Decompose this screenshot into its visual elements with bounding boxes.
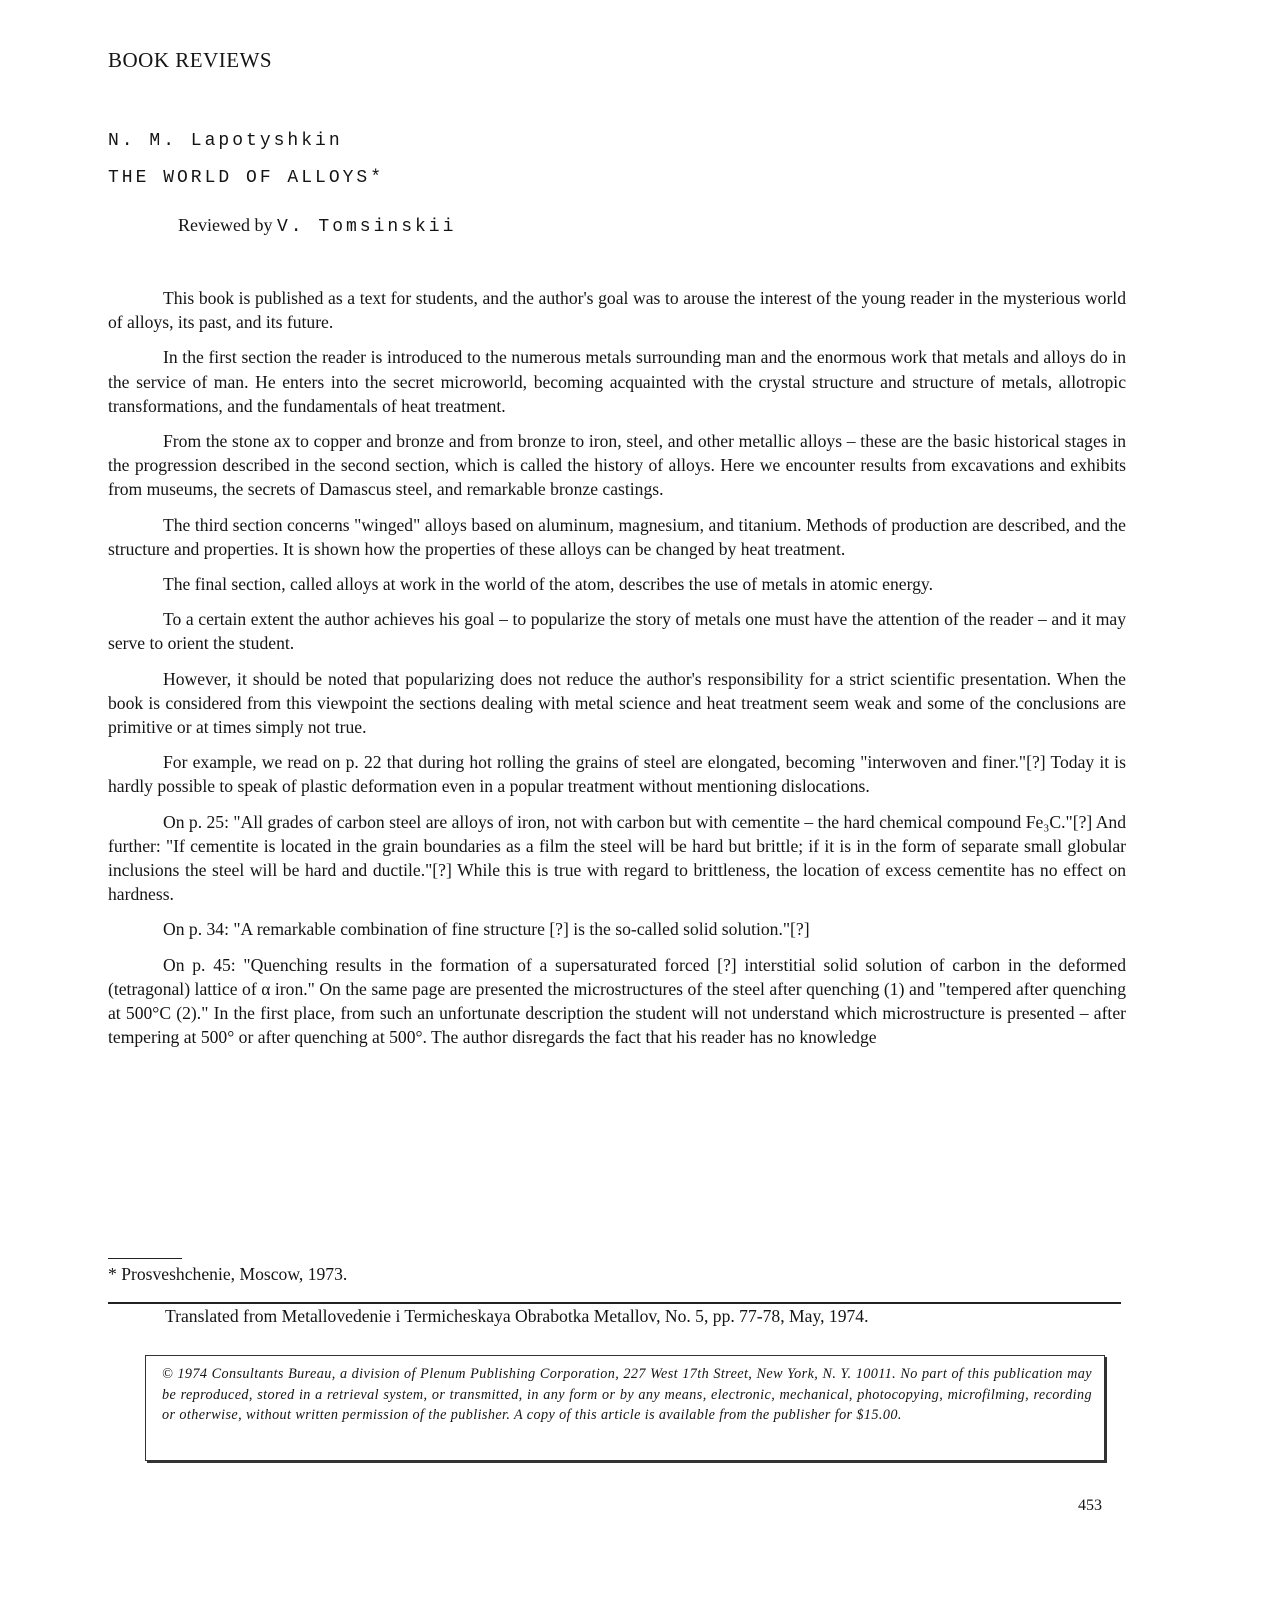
- book-title: THE WORLD OF ALLOYS*: [108, 168, 385, 188]
- footnote: * Prosveshchenie, Moscow, 1973.: [108, 1264, 348, 1284]
- reviewer-name: V. Tomsinskii: [276, 217, 457, 237]
- review-body: [108, 286, 1126, 1060]
- translation-note: Translated from Metallovedenie i Termicheskaya Obrabotka Metallov, No. 5, pp. 77-78, May, 1974.: [165, 1306, 869, 1326]
- paragraph: This book is published as a text for students, and the author's goal was to arouse the interest of the young reader in the mysterious world of alloys, its past, and its future.: [108, 288, 1126, 333]
- paragraph: On p. 45: "Quenching results in the formation of a supersaturated forced [?] interstitial solid solution of carbon in the deformed (tetragonal) lattice of α iron." On the same page are presented the microstructures of the steel after quenching (1) and "tempered after quenching at 500°C (2)." In the first place, from such an unfortunate description the student will not understand which microstructure is presented – after tempering at 500° or after quenching at 500°. The author disregards the fact that his reader has no knowledge: [108, 954, 1126, 1048]
- footnote-divider: [108, 1258, 182, 1259]
- paragraph: To a certain extent the author achieves his goal – to popularize the story of metals one must have the attention of the reader – and it may serve to orient the student.: [108, 609, 1126, 654]
- paragraph: The final section, called alloys at work in the world of the atom, describes the use of metals in atomic energy.: [163, 574, 933, 595]
- paragraph: From the stone ax to copper and bronze and from bronze to iron, steel, and other metallic alloys – these are the basic historical stages in the progression described in the second section, which is called the history of alloys. Here we encounter results from excavations and exhibits from museums, the secrets of Damascus steel, and remarkable bronze castings.: [108, 431, 1126, 500]
- paragraph: For example, we read on p. 22 that during hot rolling the grains of steel are elongated, becoming "interwoven and finer."[?] Today it is hardly possible to speak of plastic deformation even in a popular treatment without mentioning dislocations.: [108, 752, 1126, 797]
- reviewed-by-label: Reviewed by: [178, 215, 273, 235]
- paragraph: The third section concerns "winged" alloys based on aluminum, magnesium, and titanium. Methods of production are described, and the structure and properties. It is shown how the properties of these alloys can be changed by heat treatment.: [108, 514, 1126, 559]
- book-author: N. M. Lapotyshkin: [108, 131, 343, 151]
- section-title: BOOK REVIEWS: [108, 48, 273, 72]
- paragraph: In the first section the reader is introduced to the numerous metals surrounding man and the enormous work that metals and alloys do in the service of man. He enters into the secret microworld, becoming acquainted with the crystal structure and structure of metals, allotropic transformations, and the fundamentals of heat treatment.: [108, 347, 1126, 416]
- copyright-notice: © 1974 Consultants Bureau, a division of Plenum Publishing Corporation, 227 West 17th Street, New York, N. Y. 10011. No part of this publication may be reproduced, stored in a retrieval system, or transmitted, in any form or by any means, electronic, mechanical, photocopying, microfilming, recording or otherwise, without written permission of the publisher. A copy of this article is available from the publisher for $15.00.: [145, 1355, 1105, 1461]
- paragraph: However, it should be noted that popularizing does not reduce the author's responsibility for a strict scientific presentation. When the book is considered from this viewpoint the sections dealing with metal science and heat treatment seem weak and some of the conclusions are primitive or at times simply not true.: [108, 668, 1126, 738]
- paragraph: On p. 25: "All grades of carbon steel are alloys of iron, not with carbon but with cementite – the hard chemical compound Fe₃C."[?] And further: "If cementite is located in the grain boundaries as a film the steel will be hard but brittle; if it is in the form of separate small globular inclusions the steel will be hard and ductile."[?] While this is true with regard to brittleness, the location of excess cementite has no effect on hardness.: [108, 811, 1126, 905]
- translation-divider: [108, 1302, 1121, 1304]
- paragraph: On p. 34: "A remarkable combination of fine structure [?] is the so-called solid solution."[?]: [163, 919, 810, 940]
- page-number: 453: [1078, 1497, 1102, 1514]
- reviewer-line: [178, 215, 456, 237]
